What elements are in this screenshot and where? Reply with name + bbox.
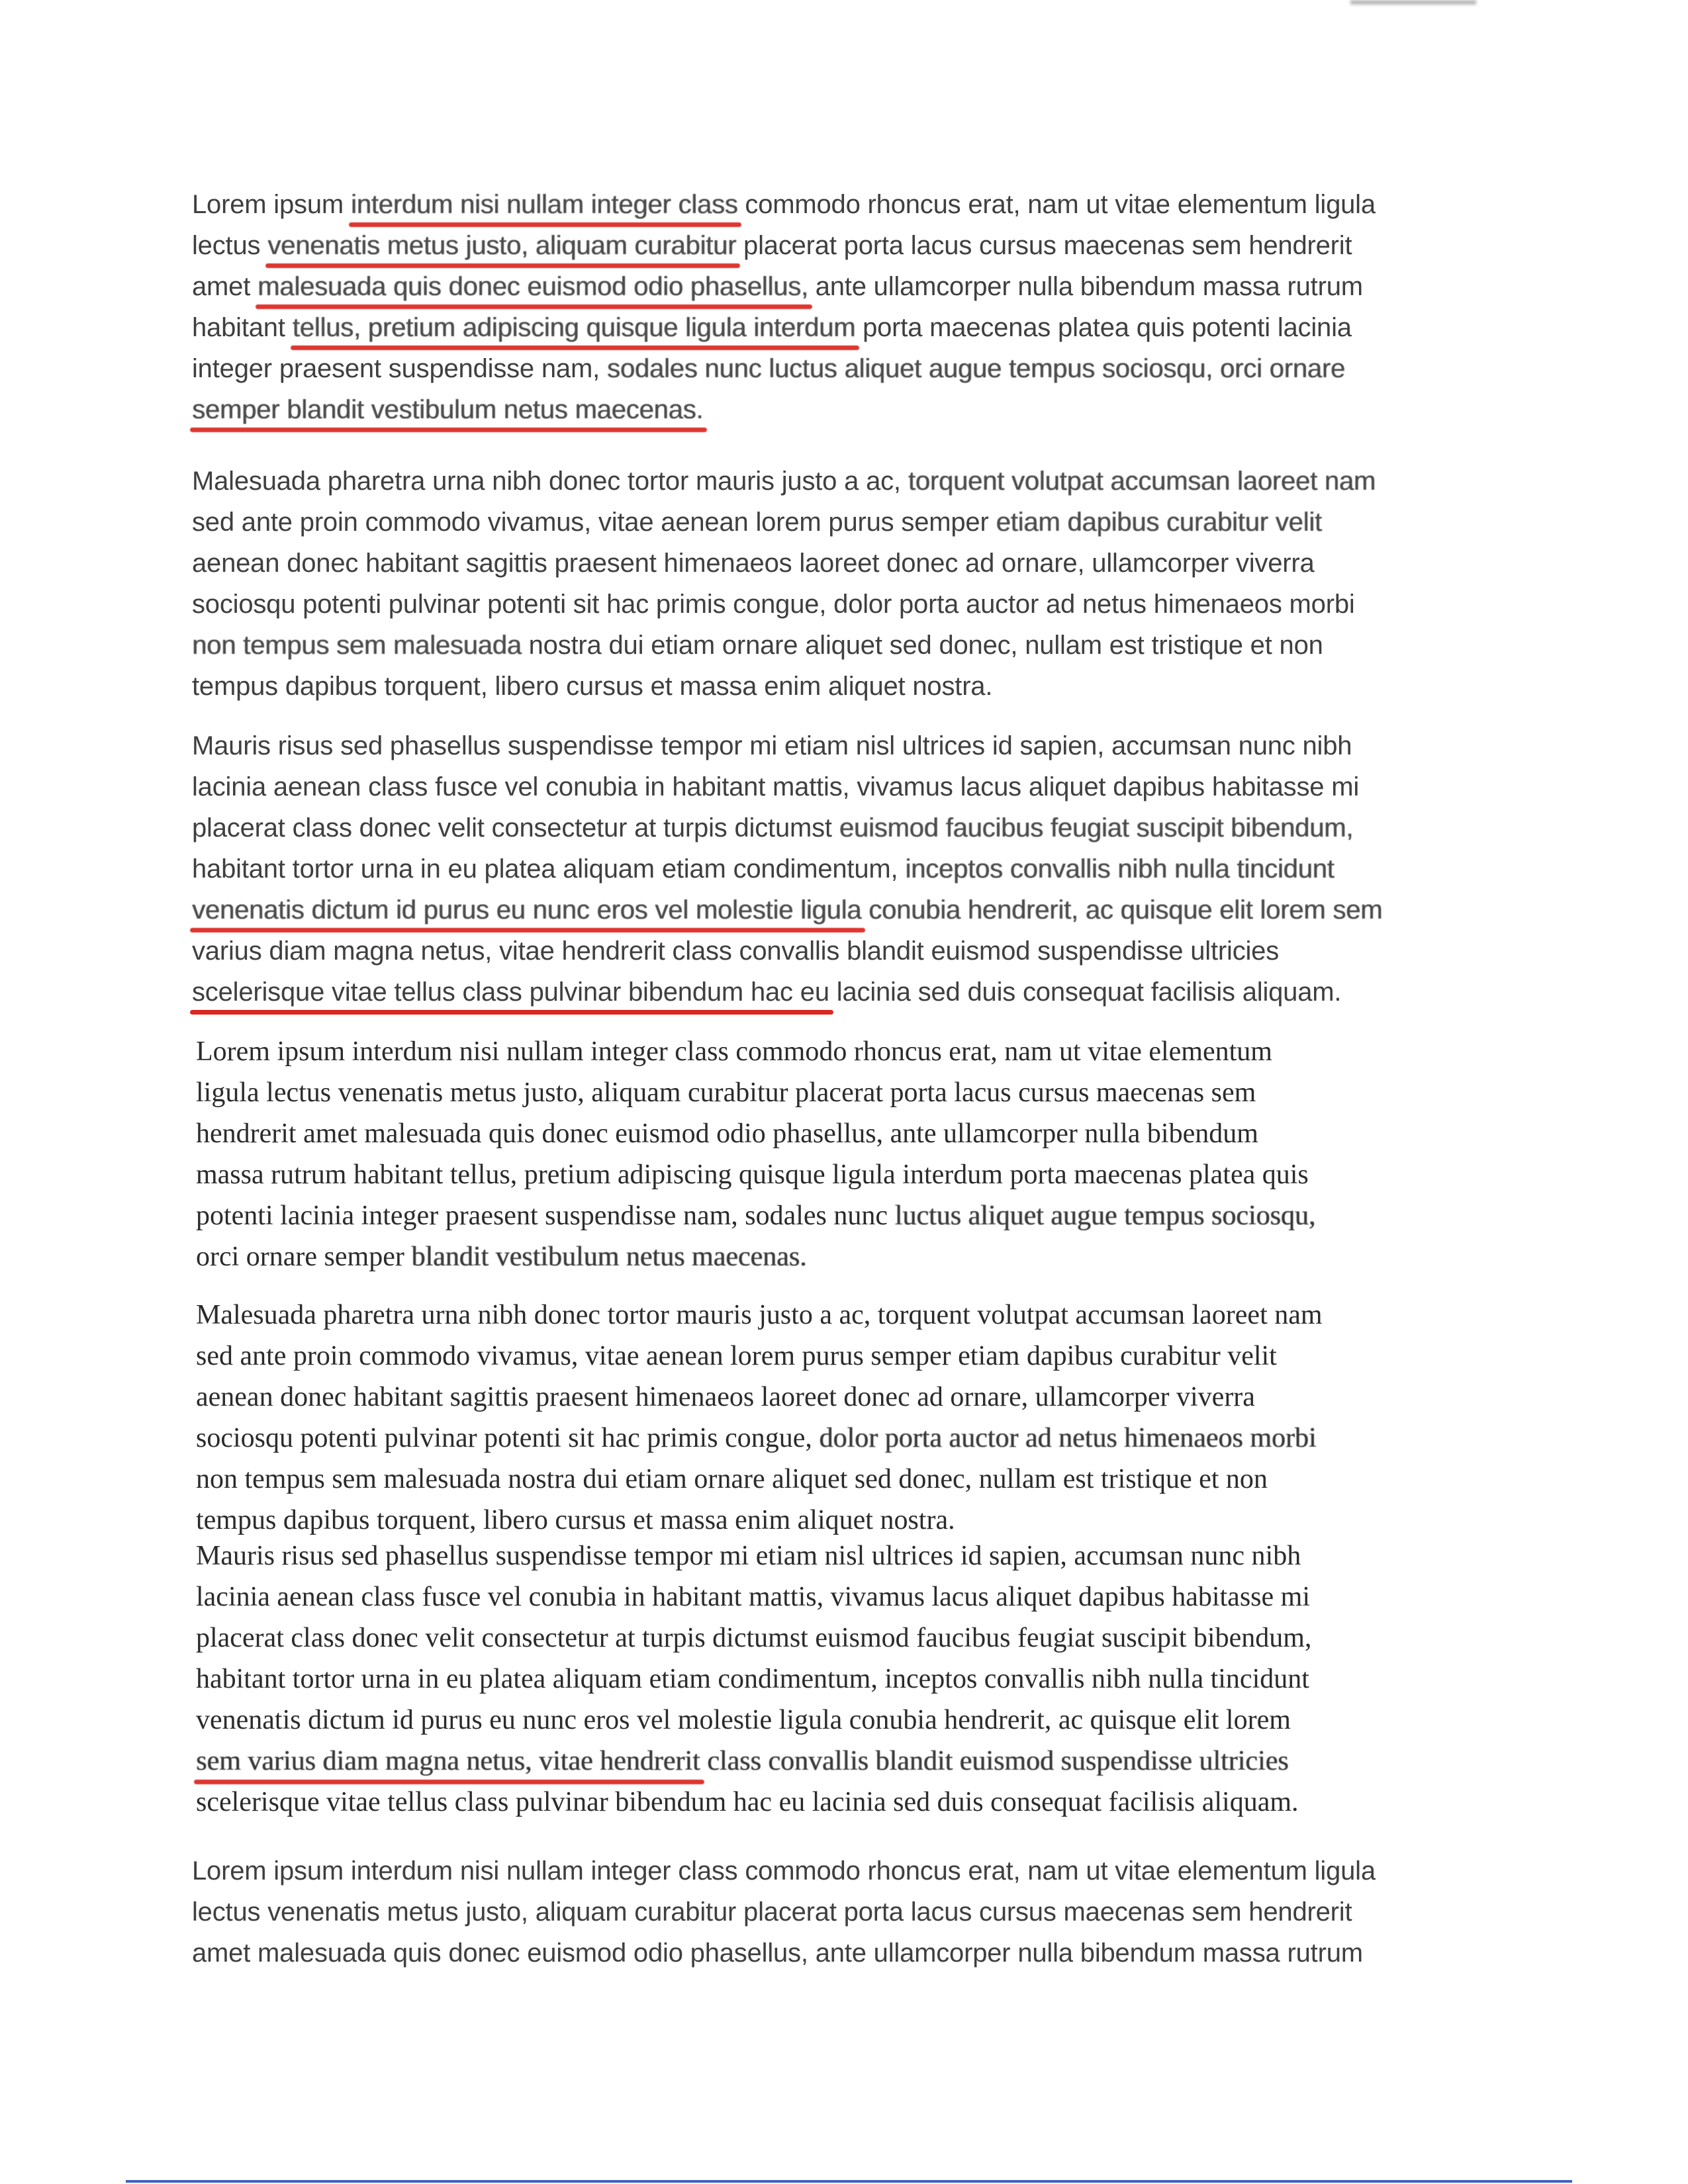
text-segment: Malesuada pharetra urna nibh donec tortor mauris justo a ac, torquent volutpat accumsan laoreet nam <box>196 1300 1323 1330</box>
red-underlined-text: sem varius diam magna netus, vitae hendrerit <box>196 1746 700 1776</box>
paragraph <box>192 725 1516 1013</box>
text-segment: sociosqu potenti pulvinar potenti sit hac primis congue, <box>196 1423 820 1453</box>
text-segment: placerat porta lacus cursus maecenas sem hendrerit <box>736 231 1352 260</box>
text-line <box>192 502 1516 543</box>
text-segment: aenean donec habitant sagittis praesent himenaeos laoreet donec ad ornare, ullamcorper viverra <box>196 1382 1255 1412</box>
text-line <box>196 1576 1520 1617</box>
text-line <box>192 848 1516 889</box>
text-segment: habitant tortor urna in eu platea aliquam etiam condimentum, inceptos convallis nibh nulla tincidunt <box>196 1664 1309 1694</box>
text-segment: nostra dui etiam ornare aliquet sed donec, nullam est tristique et non <box>521 631 1323 660</box>
text-segment: aenean donec habitant sagittis praesent himenaeos laoreet donec ad ornare, ullamcorper viverra <box>192 549 1315 578</box>
text-segment: non tempus sem malesuada <box>192 631 522 660</box>
text-line <box>192 625 1516 666</box>
text-line <box>196 1295 1520 1336</box>
paragraph <box>192 1850 1516 1974</box>
text-line <box>192 461 1516 502</box>
text-line <box>192 1891 1516 1933</box>
text-line <box>196 1659 1520 1700</box>
scanner-edge-line <box>126 2180 1572 2183</box>
text-segment: Mauris risus sed phasellus suspendisse tempor mi etiam nisl ultrices id sapien, accumsan nunc nibh <box>196 1541 1301 1571</box>
text-line <box>192 266 1516 307</box>
text-segment: amet <box>192 272 258 301</box>
text-line <box>196 1236 1520 1277</box>
text-segment: commodo rhoncus erat, nam ut vitae elementum ligula <box>737 190 1376 219</box>
text-segment: inceptos convallis nibh nulla tincidunt <box>905 854 1335 884</box>
text-line <box>196 1741 1520 1782</box>
paragraph <box>196 1295 1520 1541</box>
text-segment: ante ullamcorper nulla bibendum massa rutrum <box>808 272 1363 301</box>
text-segment: ligula lectus venenatis metus justo, aliquam curabitur placerat porta lacus cursus maecenas sem <box>196 1077 1256 1108</box>
text-segment: lectus <box>192 231 268 260</box>
text-line <box>192 931 1516 972</box>
text-segment: integer praesent suspendisse nam, <box>192 354 607 383</box>
text-line <box>192 307 1516 348</box>
paragraph <box>192 461 1516 707</box>
text-segment: class convallis blandit euismod suspendisse ultricies <box>700 1746 1289 1776</box>
red-underlined-text: venenatis dictum id purus eu nunc eros vel molestie ligula <box>192 895 862 925</box>
text-line <box>192 766 1516 807</box>
paragraph <box>196 1535 1520 1823</box>
text-segment: euismod faucibus feugiat suscipit bibendum, <box>839 813 1354 842</box>
text-line <box>196 1418 1520 1459</box>
text-segment: Lorem ipsum <box>192 190 351 219</box>
text-line <box>196 1700 1520 1741</box>
text-segment: placerat class donec velit consectetur at turpis dictumst euismod faucibus feugiat suscipit bibendum, <box>196 1623 1312 1653</box>
red-underlined-text: malesuada quis donec euismod odio phasellus, <box>258 272 808 301</box>
text-line <box>196 1031 1520 1072</box>
text-segment: tempus dapibus torquent, libero cursus et massa enim aliquet nostra. <box>192 672 993 701</box>
text-line <box>196 1535 1520 1576</box>
text-line <box>192 225 1516 266</box>
text-line <box>196 1782 1520 1823</box>
text-segment: porta maecenas platea quis potenti lacinia <box>855 313 1352 342</box>
text-segment: lectus venenatis metus justo, aliquam curabitur placerat porta lacus cursus maecenas sem hendrerit <box>192 1897 1352 1927</box>
text-segment: sociosqu potenti pulvinar potenti sit hac primis congue, dolor porta auctor ad netus himenaeos morbi <box>192 590 1355 619</box>
text-line <box>192 889 1516 931</box>
text-segment: tempus dapibus torquent, libero cursus et massa enim aliquet nostra. <box>196 1505 955 1535</box>
text-segment: etiam dapibus curabitur velit <box>996 508 1322 537</box>
text-line <box>192 348 1516 389</box>
text-segment: sodales nunc luctus aliquet augue tempus sociosqu, orci ornare <box>606 354 1345 383</box>
text-line <box>196 1195 1520 1236</box>
text-line <box>196 1459 1520 1500</box>
text-segment: lacinia aenean class fusce vel conubia in habitant mattis, vivamus lacus aliquet dapibus habitasse mi <box>196 1582 1310 1612</box>
text-segment: orci ornare semper <box>196 1242 412 1272</box>
text-line <box>192 389 1516 430</box>
text-segment: sed ante proin commodo vivamus, vitae aenean lorem purus semper <box>192 508 996 537</box>
text-segment: dolor porta auctor ad netus himenaeos morbi <box>819 1423 1317 1453</box>
text-line <box>192 584 1516 625</box>
text-segment: luctus aliquet augue tempus sociosqu, <box>894 1201 1316 1231</box>
text-line <box>192 184 1516 225</box>
paragraph <box>192 184 1516 430</box>
text-line <box>196 1617 1520 1659</box>
text-segment: varius diam magna netus, vitae hendrerit class convallis blandit euismod suspendisse ultricies <box>192 936 1280 966</box>
text-segment: amet malesuada quis donec euismod odio phasellus, ante ullamcorper nulla bibendum massa rutrum <box>192 1938 1363 1968</box>
text-line <box>192 972 1516 1013</box>
text-segment: placerat class donec velit consectetur at turpis dictumst <box>192 813 839 842</box>
text-segment: potenti lacinia integer praesent suspendisse nam, sodales nunc <box>196 1201 895 1231</box>
text-segment: Mauris risus sed phasellus suspendisse tempor mi etiam nisl ultrices id sapien, accumsan nunc nibh <box>192 731 1352 760</box>
text-line <box>196 1500 1520 1541</box>
text-segment: non tempus sem malesuada nostra dui etiam ornare aliquet sed donec, nullam est tristique et non <box>196 1464 1268 1494</box>
text-line <box>196 1113 1520 1154</box>
text-segment: scelerisque vitae tellus class pulvinar bibendum hac eu lacinia sed duis consequat facilisis aliquam. <box>196 1787 1299 1817</box>
text-segment: Lorem ipsum interdum nisi nullam integer class commodo rhoncus erat, nam ut vitae elementum ligula <box>192 1856 1376 1886</box>
scan-smudge-artifact <box>1350 0 1476 5</box>
text-line <box>192 807 1516 848</box>
text-segment: conubia hendrerit, ac quisque elit lorem sem <box>861 895 1383 925</box>
text-segment: lacinia aenean class fusce vel conubia in habitant mattis, vivamus lacus aliquet dapibus habitasse mi <box>192 772 1360 801</box>
red-underlined-text: semper blandit vestibulum netus maecenas. <box>192 395 704 424</box>
text-line <box>196 1336 1520 1377</box>
text-segment: massa rutrum habitant tellus, pretium adipiscing quisque ligula interdum porta maecenas platea quis <box>196 1160 1309 1190</box>
text-line <box>196 1072 1520 1113</box>
text-line <box>192 1933 1516 1974</box>
red-underlined-text: tellus, pretium adipiscing quisque ligula interdum <box>292 313 856 342</box>
text-segment: habitant tortor urna in eu platea aliquam etiam condimentum, <box>192 854 906 884</box>
paragraph <box>196 1031 1520 1277</box>
text-segment: habitant <box>192 313 293 342</box>
text-segment: lacinia sed duis consequat facilisis aliquam. <box>829 978 1342 1007</box>
red-underlined-text: venenatis metus justo, aliquam curabitur <box>267 231 737 260</box>
text-line <box>196 1154 1520 1195</box>
text-line <box>192 1850 1516 1891</box>
text-line <box>192 666 1516 707</box>
text-line <box>192 725 1516 766</box>
text-segment: venenatis dictum id purus eu nunc eros vel molestie ligula conubia hendrerit, ac quisque elit lorem <box>196 1705 1291 1735</box>
red-underlined-text: scelerisque vitae tellus class pulvinar bibendum hac eu <box>192 978 829 1007</box>
text-segment: sed ante proin commodo vivamus, vitae aenean lorem purus semper etiam dapibus curabitur velit <box>196 1341 1277 1371</box>
text-segment: torquent volutpat accumsan laoreet nam <box>908 467 1376 496</box>
text-line <box>192 543 1516 584</box>
text-segment: blandit vestibulum netus maecenas. <box>411 1242 807 1272</box>
text-segment: Malesuada pharetra urna nibh donec tortor mauris justo a ac, <box>192 467 908 496</box>
text-line <box>196 1377 1520 1418</box>
text-segment: hendrerit amet malesuada quis donec euismod odio phasellus, ante ullamcorper nulla bibendum <box>196 1118 1258 1149</box>
red-underlined-text: interdum nisi nullam integer class <box>350 190 738 219</box>
text-segment: Lorem ipsum interdum nisi nullam integer class commodo rhoncus erat, nam ut vitae elementum <box>196 1036 1272 1067</box>
